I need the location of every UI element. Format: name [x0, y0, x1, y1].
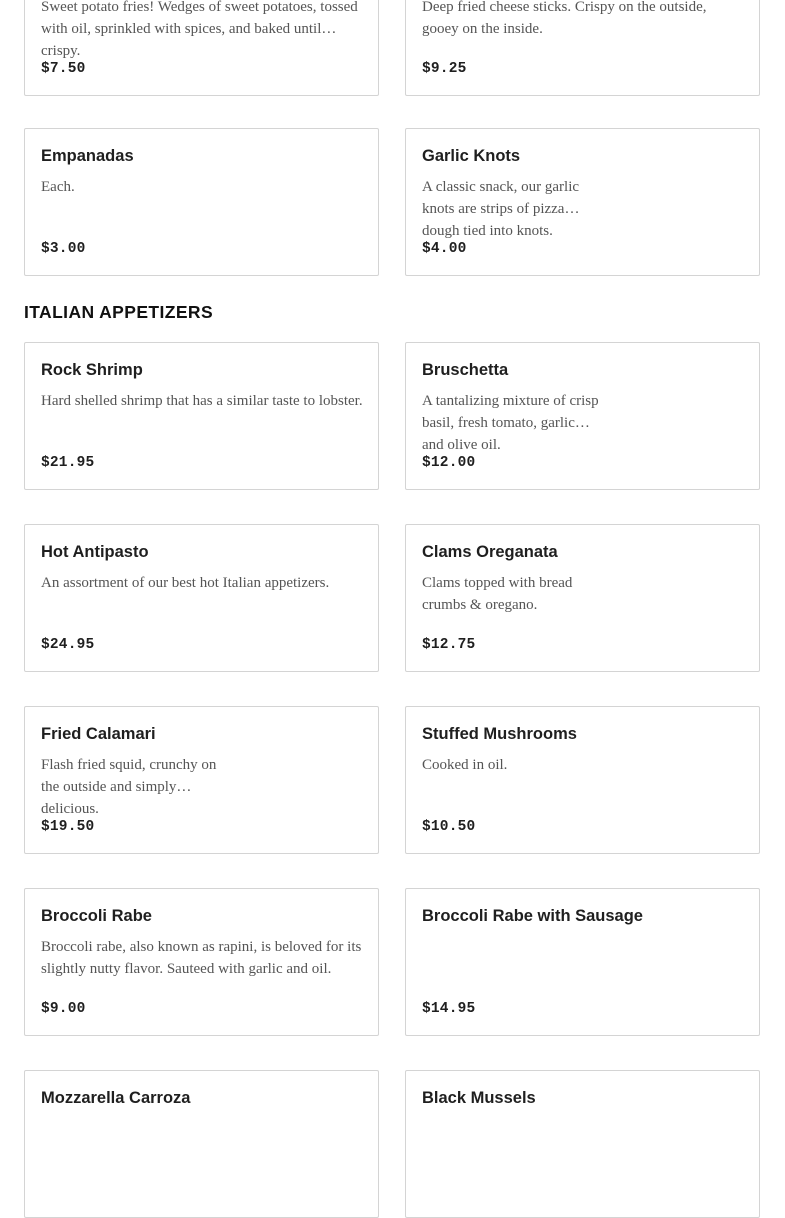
- item-name: Bruschetta: [422, 361, 509, 379]
- item-description: Flash fried squid, crunchy on the outside and simply delicious.: [41, 757, 217, 817]
- item-name: Stuffed Mushrooms: [422, 725, 577, 743]
- item-price: $3.00: [41, 241, 86, 257]
- item-description: Each.: [41, 179, 75, 195]
- section-heading: ITALIAN APPETIZERS: [24, 302, 214, 322]
- menu-item-card[interactable]: [24, 128, 379, 276]
- item-name: Empanadas: [41, 147, 134, 165]
- menu-item-card[interactable]: [24, 342, 379, 490]
- menu-item-card[interactable]: [24, 888, 379, 1036]
- item-price: $9.00: [41, 1001, 86, 1017]
- item-price: $19.50: [41, 819, 95, 835]
- item-name: Black Mussels: [422, 1089, 536, 1107]
- item-price: $7.50: [41, 61, 86, 77]
- item-price: $9.25: [422, 61, 467, 77]
- menu-item-card[interactable]: [24, 706, 379, 854]
- menu-item-card[interactable]: [24, 524, 379, 672]
- item-price: $4.00: [422, 241, 467, 257]
- menu-item-card[interactable]: [405, 524, 760, 672]
- item-description: Sweet potato fries! Wedges of sweet potatoes, tossed with oil, sprinkled with spices, and baked until crispy.: [41, 0, 358, 59]
- item-description: Clams topped with bread crumbs & oregano.: [422, 575, 573, 613]
- item-price: $24.95: [41, 637, 95, 653]
- item-description: An assortment of our best hot Italian appetizers.: [41, 575, 330, 591]
- menu-item-card[interactable]: [405, 0, 760, 96]
- item-name: Broccoli Rabe with Sausage: [422, 907, 643, 925]
- menu-item-card[interactable]: [24, 0, 379, 96]
- menu-item-card[interactable]: [405, 888, 760, 1036]
- item-description: Hard shelled shrimp that has a similar taste to lobster.: [41, 393, 363, 409]
- item-description: Deep fried cheese sticks. Crispy on the outside, gooey on the inside.: [422, 0, 707, 37]
- item-name: Hot Antipasto: [41, 543, 149, 561]
- item-name: Broccoli Rabe: [41, 907, 152, 925]
- menu-item-card[interactable]: [405, 128, 760, 276]
- menu-item-card[interactable]: [405, 1070, 760, 1218]
- item-name: Fried Calamari: [41, 725, 156, 743]
- item-description: A tantalizing mixture of crisp basil, fresh tomato, garlic and olive oil.: [422, 393, 599, 453]
- item-price: $14.95: [422, 1001, 476, 1017]
- item-name: Clams Oreganata: [422, 543, 558, 561]
- item-name: Garlic Knots: [422, 147, 521, 165]
- menu-item-card[interactable]: [405, 706, 760, 854]
- menu-item-card[interactable]: [24, 1070, 379, 1218]
- item-description: A classic snack, our garlic knots are strips of pizza dough tied into knots.: [422, 179, 580, 239]
- item-name: Mozzarella Carroza: [41, 1089, 191, 1107]
- item-price: $12.00: [422, 455, 476, 471]
- item-description: Cooked in oil.: [422, 757, 508, 773]
- item-price: $21.95: [41, 455, 95, 471]
- item-description: Broccoli rabe, also known as rapini, is beloved for its slightly nutty flavor. Sauteed with garlic and oil.: [41, 939, 362, 977]
- item-price: $10.50: [422, 819, 476, 835]
- menu-item-card[interactable]: [405, 342, 760, 490]
- item-name: Rock Shrimp: [41, 361, 143, 379]
- item-price: $12.75: [422, 637, 476, 653]
